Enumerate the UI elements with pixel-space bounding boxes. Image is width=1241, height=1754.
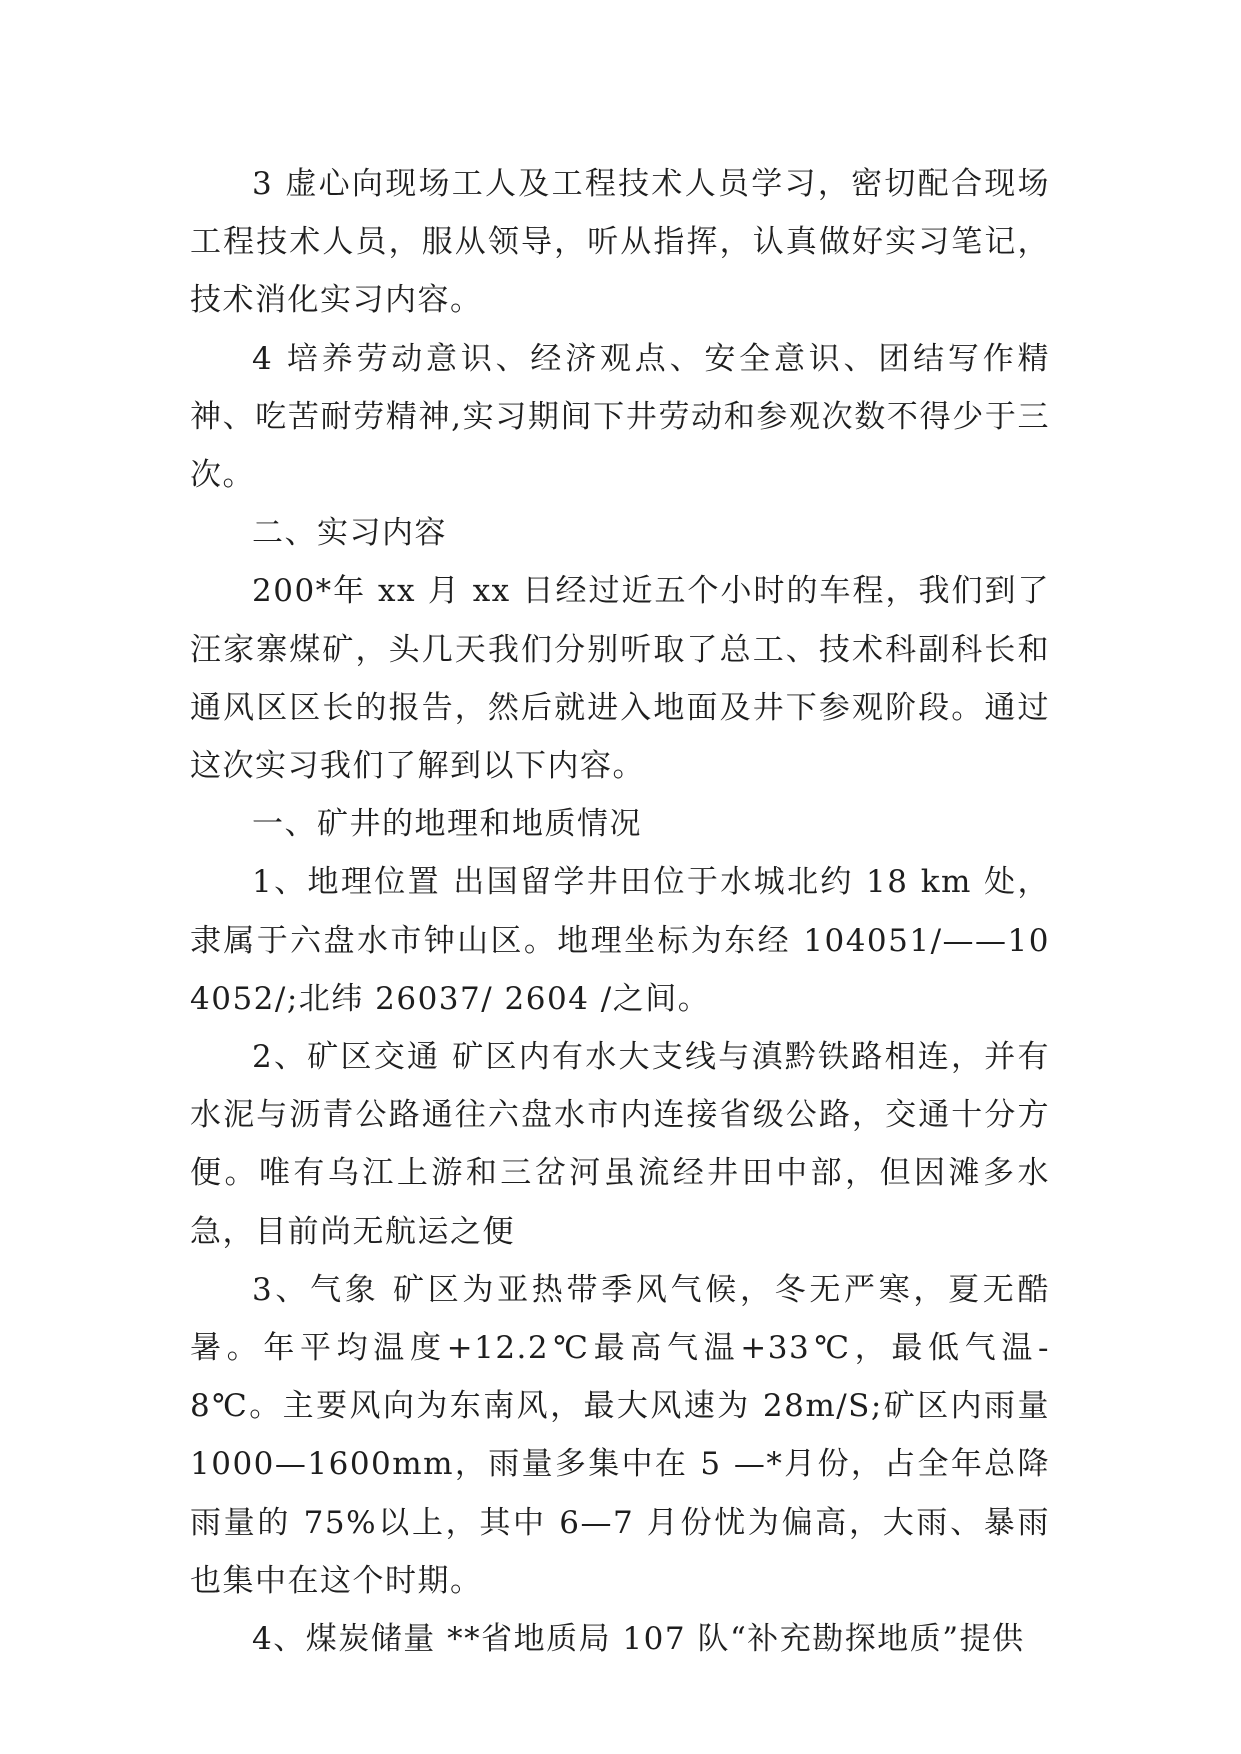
paragraph-transport: 2、矿区交通 矿区内有水大支线与滇黔铁路相连，并有水泥与沥青公路通往六盘水市内连接省级公路，交通十分方便。唯有乌江上游和三岔河虽流经井田中部，但因滩多水急，目前尚无航运之便: [190, 1039, 1050, 1250]
paragraph-1: 3 虚心向现场工人及工程技术人员学习，密切配合现场工程技术人员，服从领导，听从指挥，认真做好实习笔记，技术消化实习内容。: [190, 166, 1050, 319]
paragraph-location: 1、地理位置 出国留学井田位于水城北约 18 km 处，隶属于六盘水市钟山区。地理坐标为东经 104051/——104052/;北纬 26037/ 2604 /之间。: [190, 864, 1050, 1017]
paragraph-2: 4 培养劳动意识、经济观点、安全意识、团结写作精神、吃苦耐劳精神,实习期间下井劳动和参观次数不得少于三次。: [190, 340, 1050, 494]
paragraph-coal-reserves: 4、煤炭储量 **省地质局 107 队“补充勘探地质”提供: [252, 1621, 1025, 1658]
paragraph-3: 200*年 xx 月 xx 日经过近五个小时的车程，我们到了汪家寨煤矿，头几天我们分别听取了总工、技术科副科长和通风区区长的报告，然后就进入地面及井下参观阶段。通过这次实习我们了解到以下内容。: [190, 573, 1050, 785]
section-heading-internship-content: 二、实习内容: [252, 515, 447, 552]
paragraph-climate: 3、气象 矿区为亚热带季风气候，冬无严寒，夏无酷暑。年平均温度+12.2℃最高气温+33℃，最低气温-8℃。主要风向为东南风，最大风速为 28m/S;矿区内雨量 1000—1600mm，雨量多集中在 5 —*月份，占全年总降雨量的 75%以上，其中 6—7 月份忧为偏高，大雨、暴雨也集中在这个时期。: [190, 1271, 1050, 1599]
document-body: [190, 155, 1050, 1668]
section-heading-geology: 一、矿井的地理和地质情况: [252, 806, 642, 843]
